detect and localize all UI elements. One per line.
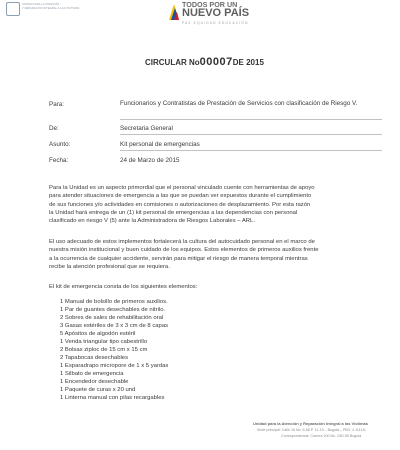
asunto-value: Kit personal de emergencias: [120, 141, 200, 148]
list-item: 5 Apósitos de algodón estéril: [60, 331, 136, 337]
list-item: 1 Encendedor desechable: [60, 379, 129, 385]
footer-correspondence: Correspondencia: Carrera 100 No. 24D-55 Bogotá: [281, 434, 362, 438]
circular-prefix: CIRCULAR No: [145, 58, 200, 67]
de-label: De:: [49, 125, 59, 132]
list-item: 1 Venda triangular tipo cabestrillo: [60, 339, 148, 345]
circular-number: 00007: [199, 56, 233, 68]
text-line: clasificado en riesgo V (5) ante la Administradora de Riesgos Laborales – ARL.: [49, 218, 255, 225]
text-line: para atender situaciones de emergencia a las que se puedan ver expuestos durante el cumplimiento: [49, 193, 312, 200]
paragraph-intro: [49, 184, 389, 225]
list-item: 1 Silbato de emergencia: [60, 371, 124, 377]
text-line: Para la Unidad es un aspecto primordial que el personal vinculado cuente con herramientas de apoyo: [49, 185, 315, 191]
list-item: 1 Manual de bolsillo de primeros auxilios.: [60, 299, 168, 305]
brand-slogan-top: TODOS POR UN: [182, 0, 238, 9]
text-line: El kit de emergencia consta de los siguientes elementos:: [49, 284, 198, 290]
brand-logo: [168, 0, 268, 32]
text-line: a la ocurrencia de cualquier accidente, servirán para mitigar el riesgo de manera temporal mientras: [49, 255, 308, 262]
list-item: 1 Paquete de curas x 20 und: [60, 387, 136, 393]
brand-slogan-main: NUEVO PAÍS: [182, 7, 250, 19]
coat-of-arms-icon: [6, 2, 20, 16]
divider: [120, 119, 382, 120]
text-line: recibe la atención profesional que se requiera.: [49, 263, 170, 270]
footer-address: Sede principal: Calle 16 No. 6-66 P. 11-19 – Bogotá – PBX: 4 111111: [257, 428, 366, 432]
divider: [120, 134, 382, 135]
list-item: 2 Sobres de sales de rehabilitación oral: [60, 315, 164, 321]
asunto-label: Asunto:: [49, 141, 71, 148]
text-line: de sus funciones y/o actividades en comisiones o autorizaciones de desplazamiento. Por esta razón: [49, 201, 311, 208]
list-item: 2 Tapabocas desechables: [60, 355, 129, 361]
circular-heading: [145, 52, 264, 70]
text-line: nuestra misión institucional y buen cuidado de los equipos. Estos elementos de primeros auxilios frente: [49, 247, 319, 254]
list-item: 1 Par de guantes desechables de nitrilo.: [60, 307, 166, 313]
fecha-label: Fecha:: [49, 157, 69, 164]
org-line-2: Y REPARACIÓN INTEGRAL A LAS VÍCTIMAS: [22, 7, 80, 10]
paragraph-kit-intro: [49, 283, 389, 291]
org-line-1: UNIDAD PARA LA ATENCIÓN: [22, 3, 60, 6]
paragraph-purpose: [49, 238, 389, 271]
brand-pillars: PAZ EQUIDAD EDUCACIÓN: [182, 21, 249, 25]
list-item: 1 Linterna manual con pilas recargables: [60, 395, 165, 401]
divider: [120, 150, 382, 151]
text-line: El uso adecuado de estos implementos fortalecerá la cultura del autocuidado personal en el marco de: [49, 239, 315, 245]
footer-title: Unidad para la Atención y Reparación Integral a las Víctimas: [253, 421, 368, 426]
text-line: la Unidad hará entrega de un (1) kit personal de emergencias a las dependencias con personal: [49, 209, 298, 216]
colombia-flag-icon: [168, 3, 180, 21]
para-value: Funcionarios y Contratistas de Prestación de Servicios con clasificación de Riesgo V.: [120, 100, 358, 107]
list-item: 1 Esparadrapo micropore de 1 x 5 yardas: [60, 363, 169, 369]
circular-year: DE 2015: [232, 58, 264, 67]
fecha-value: 24 de Marzo de 2015: [120, 157, 180, 164]
list-item: 3 Gasas estériles de 3 x 3 cm de 8 capas: [60, 323, 169, 329]
para-label: Para:: [49, 101, 65, 108]
list-item: 2 Bolsas ziploc de 15 cm x 15 cm: [60, 347, 148, 353]
de-value: Secretaria General: [120, 125, 173, 132]
